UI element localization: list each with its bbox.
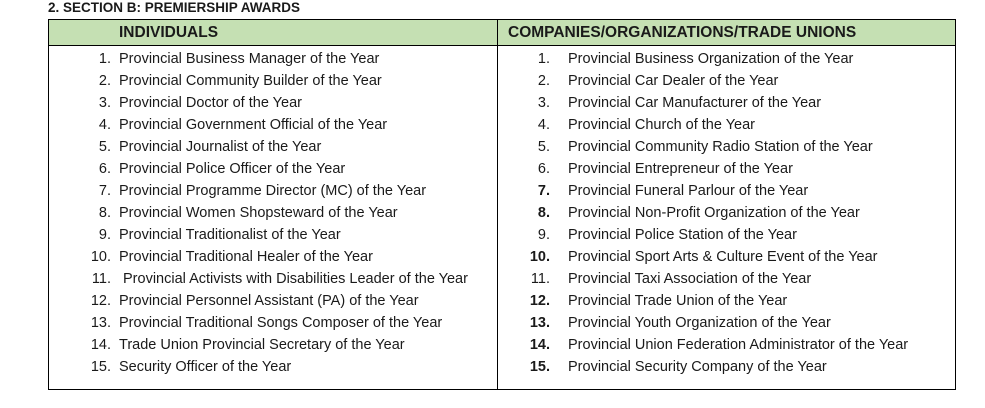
item-number: 13. xyxy=(529,315,550,331)
item-number: 8. xyxy=(537,205,550,221)
list-item xyxy=(49,334,497,356)
list-item xyxy=(49,290,497,312)
individuals-header: INDIVIDUALS xyxy=(49,20,497,46)
list-item xyxy=(498,48,955,70)
list-item xyxy=(498,136,955,158)
award-label: Security Officer of the Year xyxy=(119,359,292,375)
item-number: 7. xyxy=(537,183,550,199)
award-label: Provincial Youth Organization of the Year xyxy=(568,315,831,331)
organizations-header: COMPANIES/ORGANIZATIONS/TRADE UNIONS xyxy=(498,20,955,46)
item-number: 4. xyxy=(98,117,111,133)
list-item xyxy=(49,356,497,378)
item-number: 10. xyxy=(90,249,111,265)
organizations-column xyxy=(498,20,955,389)
item-number: 13. xyxy=(90,315,111,331)
item-number: 8. xyxy=(98,205,111,221)
list-item xyxy=(49,158,497,180)
item-number: 5. xyxy=(98,139,111,155)
award-label: Provincial Security Company of the Year xyxy=(568,359,827,375)
list-item xyxy=(498,224,955,246)
item-number: 2. xyxy=(98,73,111,89)
item-number: 6. xyxy=(98,161,111,177)
item-number: 15. xyxy=(529,359,550,375)
list-item xyxy=(49,180,497,202)
item-number: 2. xyxy=(537,73,550,89)
award-label: Provincial Non-Profit Organization of the Year xyxy=(568,205,860,221)
individuals-column xyxy=(49,20,498,389)
list-item xyxy=(498,202,955,224)
list-item xyxy=(49,246,497,268)
award-label: Provincial Doctor of the Year xyxy=(119,95,302,111)
item-number: 10. xyxy=(529,249,550,265)
award-label: Provincial Sport Arts & Culture Event of the Year xyxy=(568,249,878,265)
list-item xyxy=(498,70,955,92)
award-label: Provincial Activists with Disabilities Leader of the Year xyxy=(123,271,468,287)
award-label: Provincial Traditional Songs Composer of the Year xyxy=(119,315,443,331)
award-label: Provincial Traditionalist of the Year xyxy=(119,227,341,243)
individuals-list xyxy=(49,46,497,378)
item-number: 9. xyxy=(537,227,550,243)
item-number: 14. xyxy=(529,337,550,353)
organizations-list xyxy=(498,46,955,378)
award-label: Provincial Journalist of the Year xyxy=(119,139,322,155)
award-label: Provincial Women Shopsteward of the Year xyxy=(119,205,398,221)
item-number: 3. xyxy=(98,95,111,111)
section-title: 2. SECTION B: PREMIERSHIP AWARDS xyxy=(48,0,301,15)
list-item xyxy=(498,92,955,114)
list-item xyxy=(49,202,497,224)
award-label: Provincial Community Radio Station of the Year xyxy=(568,139,873,155)
item-number: 12. xyxy=(90,293,111,309)
award-label: Provincial Business Organization of the Year xyxy=(568,51,854,67)
item-number: 15. xyxy=(90,359,111,375)
item-number: 5. xyxy=(537,139,550,155)
award-label: Provincial Traditional Healer of the Year xyxy=(119,249,373,265)
list-item xyxy=(498,158,955,180)
list-item xyxy=(49,92,497,114)
award-label: Provincial Church of the Year xyxy=(568,117,755,133)
award-label: Trade Union Provincial Secretary of the Year xyxy=(119,337,405,353)
item-number: 9. xyxy=(98,227,111,243)
item-number: 11. xyxy=(530,271,550,287)
item-number: 3. xyxy=(537,95,550,111)
item-number: 6. xyxy=(537,161,550,177)
award-label: Provincial Union Federation Administrator of the Year xyxy=(568,337,909,353)
award-label: Provincial Car Manufacturer of the Year xyxy=(568,95,822,111)
awards-table xyxy=(48,19,956,390)
award-label: Provincial Government Official of the Year xyxy=(119,117,388,133)
award-label: Provincial Business Manager of the Year xyxy=(119,51,380,67)
list-item xyxy=(498,114,955,136)
list-item xyxy=(498,180,955,202)
list-item xyxy=(498,334,955,356)
award-label: Provincial Community Builder of the Year xyxy=(119,73,382,89)
item-number: 1. xyxy=(537,51,550,67)
list-item xyxy=(498,246,955,268)
list-item xyxy=(49,136,497,158)
item-number: 4. xyxy=(537,117,550,133)
list-item xyxy=(49,312,497,334)
list-item xyxy=(49,48,497,70)
list-item xyxy=(49,70,497,92)
award-label: Provincial Trade Union of the Year xyxy=(568,293,788,309)
award-label: Provincial Car Dealer of the Year xyxy=(568,73,779,89)
list-item xyxy=(49,224,497,246)
award-label: Provincial Police Officer of the Year xyxy=(119,161,346,177)
list-item xyxy=(498,356,955,378)
award-label: Provincial Funeral Parlour of the Year xyxy=(568,183,809,199)
list-item xyxy=(49,268,497,290)
award-label: Provincial Programme Director (MC) of the Year xyxy=(119,183,427,199)
list-item xyxy=(498,268,955,290)
item-number: 1. xyxy=(98,51,111,67)
item-number: 11. xyxy=(91,271,111,287)
award-label: Provincial Police Station of the Year xyxy=(568,227,797,243)
list-item xyxy=(498,312,955,334)
award-label: Provincial Personnel Assistant (PA) of the Year xyxy=(119,293,419,309)
list-item xyxy=(498,290,955,312)
item-number: 12. xyxy=(529,293,550,309)
item-number: 7. xyxy=(98,183,111,199)
award-label: Provincial Taxi Association of the Year xyxy=(568,271,812,287)
list-item xyxy=(49,114,497,136)
award-label: Provincial Entrepreneur of the Year xyxy=(568,161,793,177)
item-number: 14. xyxy=(90,337,111,353)
